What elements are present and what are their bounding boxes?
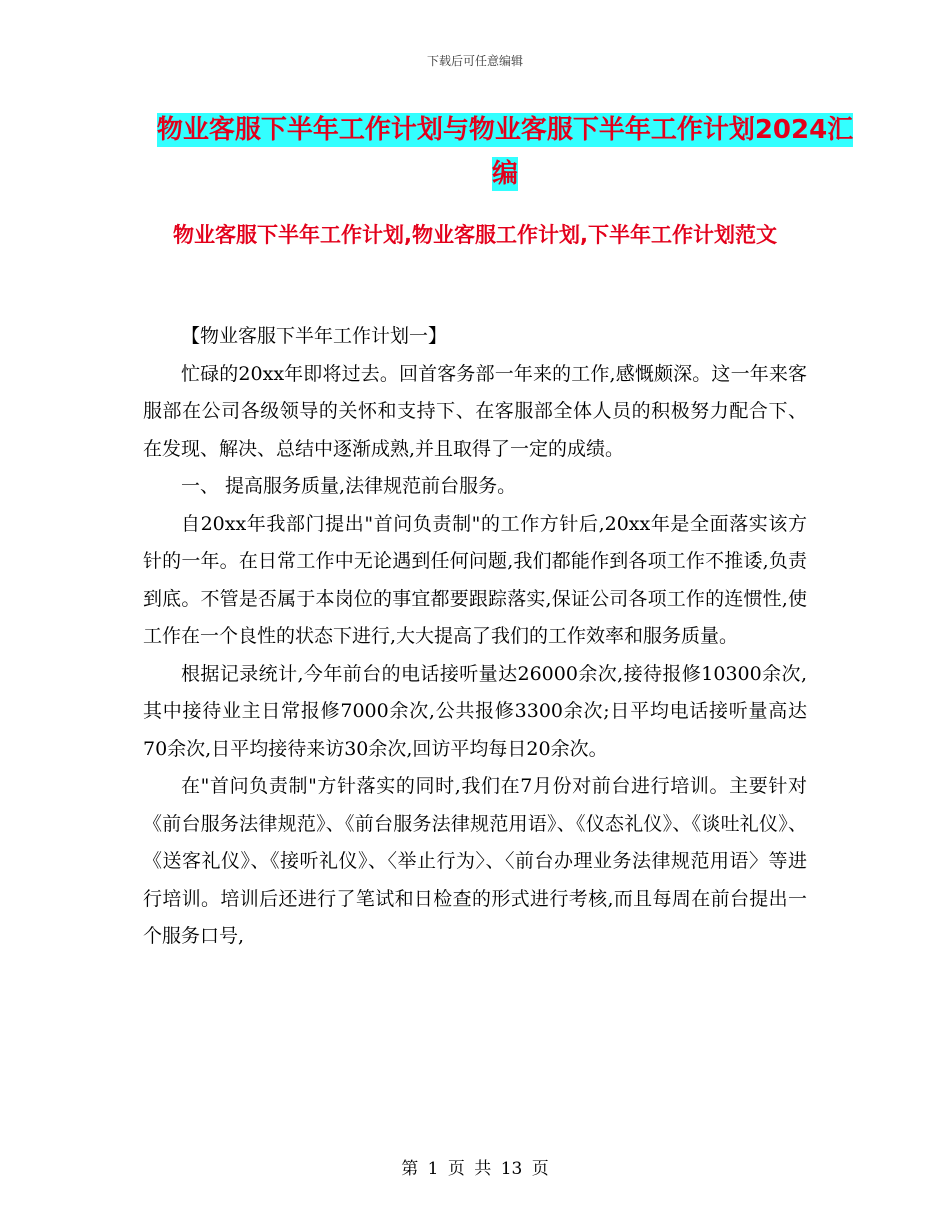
- document-subtitle: 物业客服下半年工作计划,物业客服工作计划,下半年工作计划范文: [173, 223, 777, 247]
- list-heading: 一、 提高服务质量,法律规范前台服务。: [181, 475, 517, 497]
- page-number-footer: 第 1 页 共 13 页: [401, 1159, 549, 1179]
- header-note: 下载后可任意编辑: [426, 54, 523, 68]
- body-paragraph: 自20xx年我部门提出"首问负责制"的工作方针后,20xx年是全面落实该方针的一年。在日常工作中无论遇到任何问题,我们都能作到各项工作不推诿,负责到底。不管是否属于本岗位的事宜都要跟踪落实,保证公司各项工作的连惯性,使工作在一个良性的状态下进行,大大提高了我们的工作效率和服务质量。: [143, 512, 807, 647]
- section-heading: 【物业客服下半年工作计划一】: [181, 325, 448, 347]
- document-title-text: 物业客服下半年工作计划与物业客服下半年工作计划2024汇编: [156, 115, 854, 189]
- body-paragraph: 根据记录统计,今年前台的电话接听量达26000余次,接待报修10300余次,其中接待业主日常报修7000余次,公共报修3300余次;日平均电话接听量高达70余次,日平均接待来访30余次,回访平均每日20余次。: [143, 662, 807, 760]
- body-paragraph: 在"首问负责制"方针落实的同时,我们在7月份对前台进行培训。主要针对《前台服务法律规范》、《前台服务法律规范用语》、《仪态礼仪》、《谈吐礼仪》、《送客礼仪》、《接听礼仪》、〈举止行为〉、〈前台办理业务法律规范用语〉等进行培训。培训后还进行了笔试和日检查的形式进行考核,而且每周在前台提出一个服务口号,: [143, 775, 807, 947]
- body-paragraph: 忙碌的20xx年即将过去。回首客务部一年来的工作,感慨颇深。这一年来客服部在公司各级领导的关怀和支持下、在客服部全体人员的积极努力配合下、在发现、解决、总结中逐渐成熟,并且取得了一定的成绩。: [143, 362, 807, 460]
- document-body: [143, 318, 807, 956]
- document-title: [150, 108, 860, 196]
